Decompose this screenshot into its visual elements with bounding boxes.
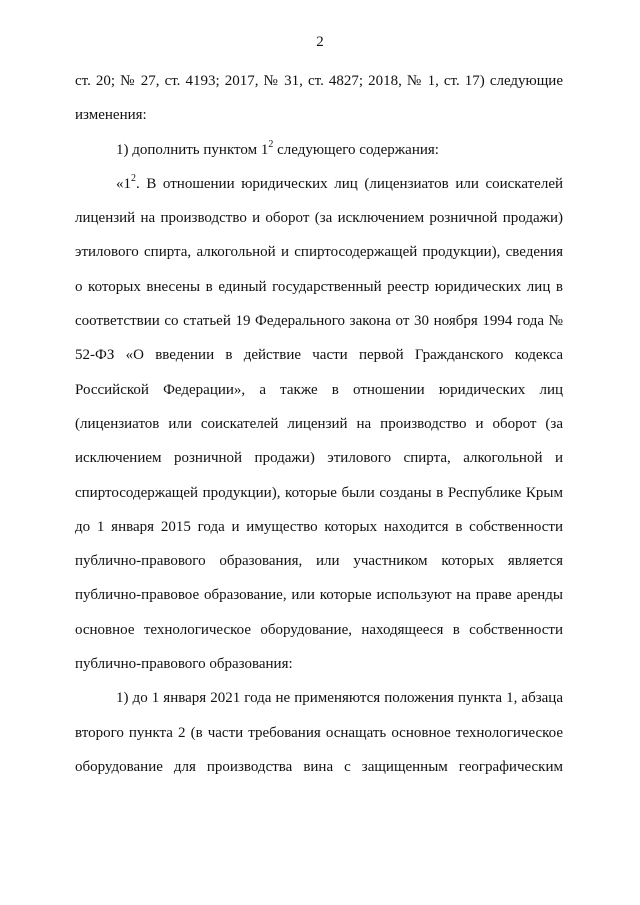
clause-1-2-text: «1 [116, 175, 131, 192]
page-number: 2 [316, 34, 324, 50]
item-1-superscript: 2 [268, 138, 274, 150]
item-1-text-after: следующего содержания: [273, 141, 439, 158]
subitem-1-text: 1) до 1 января 2021 года не применяются положения пункта 1, абзаца второго пункта 2 (в части требования оснащать основное технологическое оборудование для производства вина с защищенным географическим [75, 690, 563, 775]
clause-1-2-paragraph [75, 167, 563, 681]
clause-1-2-superscript: 2 [131, 172, 136, 184]
document-body [75, 64, 563, 784]
intro-paragraph [75, 64, 563, 133]
item-1-paragraph [75, 133, 563, 167]
clause-1-2-text-after: . В отношении юридических лиц (лицензиатов или соискателей лицензий на производство и оборот (за исключением розничной продажи) этилового спирта, алкогольной и спиртосодержащей продукции), сведения о которых внесены в единый государственный реестр юридических лиц в соответствии со статьей 19 Федерального закона от 30 ноября 1994 года № 52-ФЗ «О введении в действие части первой Гражданского кодекса Российской Федерации», а также в отношении юридических лиц (лицензиатов или соискателей лицензий на производство и оборот (за исключением розничной продажи) этилового спирта, алкогольной и спиртосодержащей продукции), которые были созданы в Республике Крым до 1 января 2015 года и имущество которых находится в собственности публично-правового образования, или участником которых является публично-правовое образование, или которые используют на праве аренды основное технологическое оборудование, находящееся в собственности публично-правового образования: [75, 175, 563, 673]
subitem-1-paragraph [75, 681, 563, 784]
intro-text: ст. 20; № 27, ст. 4193; 2017, № 31, ст. 4827; 2018, № 1, ст. 17) следующие изменения: [75, 73, 563, 124]
item-1-text: 1) дополнить пунктом 1 [116, 141, 269, 158]
